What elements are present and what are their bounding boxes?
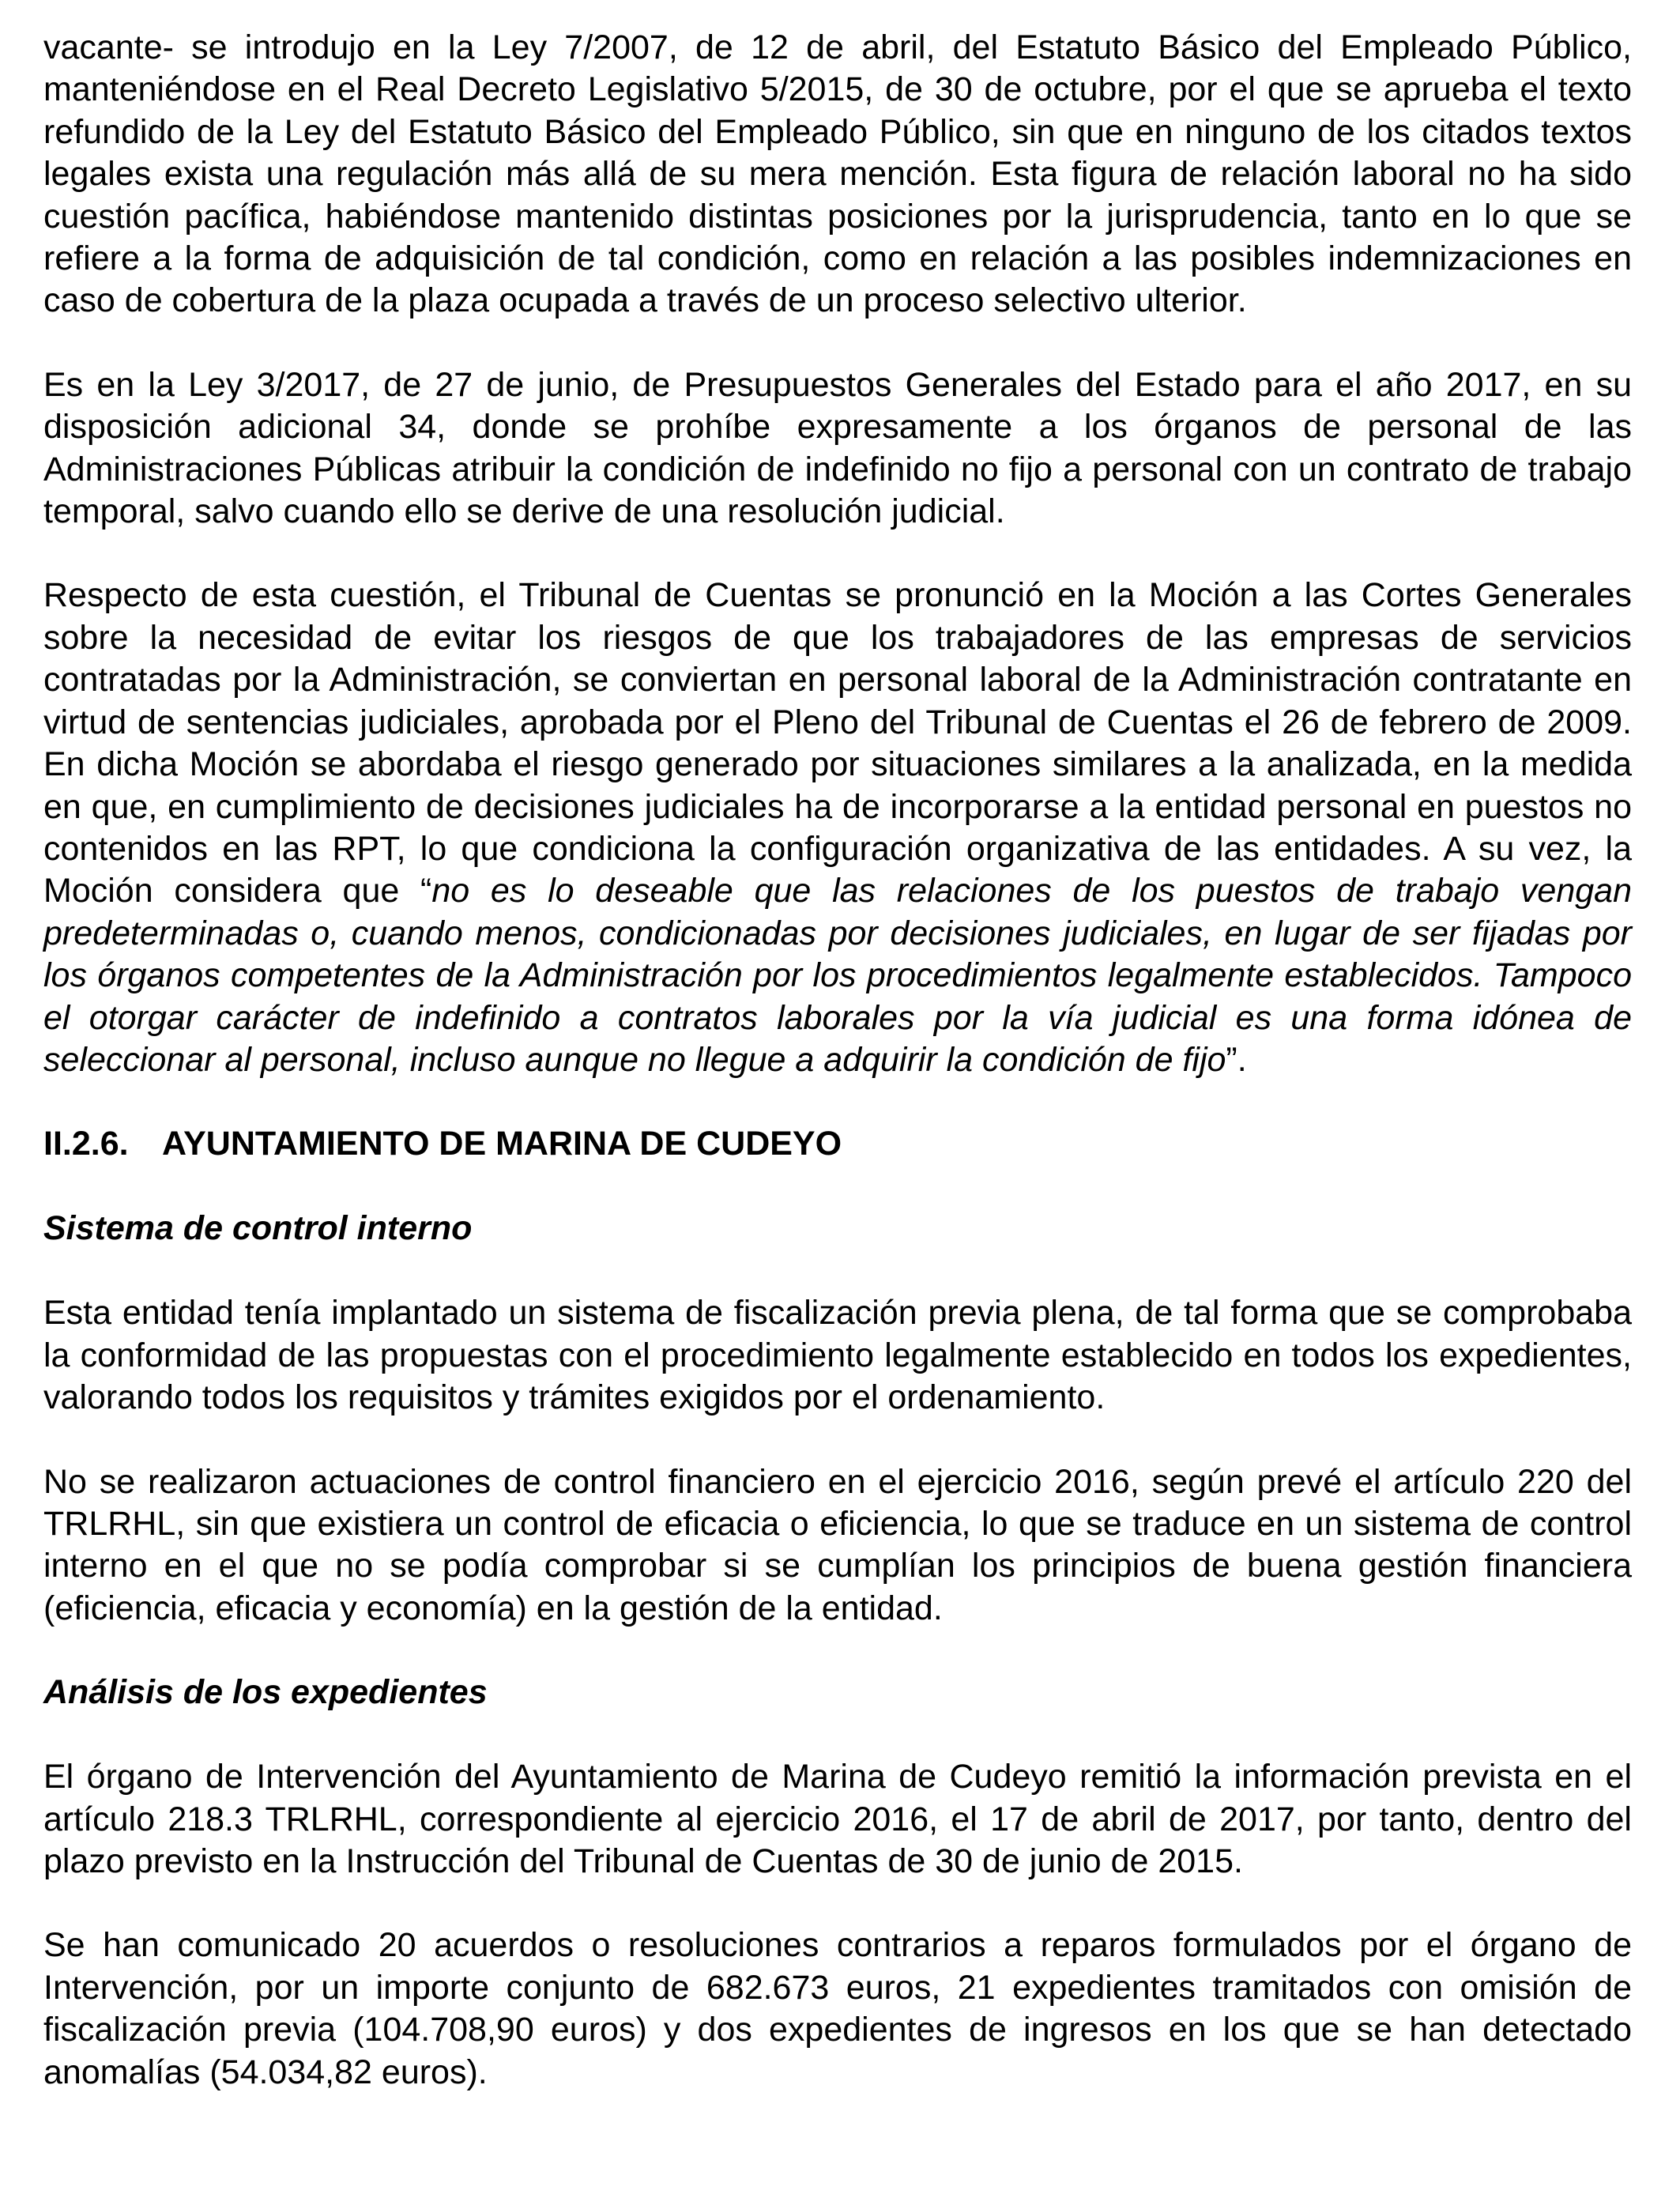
subheading-control-interno: Sistema de control interno [43,1209,473,1248]
section-number: II.2.6. [43,1125,129,1163]
mocion-text: Respecto de esta cuestión, el Tribunal de Cuentas se pronunció en la Moción a las Cortes Generales sobre la necesidad de evitar los riesgos de que los trabajadores de las empresas de servicios contratadas por la Administración, se conviertan en personal laboral de la Administración contratante en virtud de sentencias judiciales, aprobada por el Pleno del Tribunal de Cuentas el 26 de febrero de 2009. En dicha Moción se abordaba el riesgo generado por situaciones similares a la analizada, en la medida en que, en cumplimiento de decisiones judiciales ha de incorporarse a la entidad personal en puestos no contenidos en las RPT, lo que condiciona la configuración organizativa de las entidades. A su vez, la Moción considera que “ [43,576,1632,910]
section-title: AYUNTAMIENTO DE MARINA DE CUDEYO [162,1125,842,1163]
paragraph-mocion-tribunal [43,575,1632,1081]
paragraph-control-financiero: No se realizaron actuaciones de control financiero en el ejercicio 2016, según prevé el artículo 220 del TRLRHL, sin que existiera un control de eficacia o eficiencia, lo que se traduce en un sistema de control interno en el que no se podía comprobar si se cumplían los principios de buena gestión financiera (eficiencia, eficacia y economía) en la gestión de la entidad. [43,1462,1632,1627]
subheading-analisis-expedientes: Análisis de los expedientes [43,1673,488,1712]
paragraph-organo-intervencion: El órgano de Intervención del Ayuntamiento de Marina de Cudeyo remitió la información prevista en el artículo 218.3 TRLRHL, correspondiente al ejercicio 2016, el 17 de abril de 2017, por tanto, dentro del plazo previsto en la Instrucción del Tribunal de Cuentas de 30 de junio de 2015. [43,1758,1632,1880]
mocion-close: ”. [1226,1040,1247,1079]
document-page [43,27,1632,2136]
paragraph-indefinido-no-fijo: vacante- se introdujo en la Ley 7/2007, de 12 de abril, del Estatuto Básico del Empleado Público, manteniéndose en el Real Decreto Legislativo 5/2015, de 30 de octubre, por el que se aprueba el texto refundido de la Ley del Estatuto Básico del Empleado Público, sin que en ninguno de los citados textos legales exista una regulación más allá de su mera mención. Esta figura de relación laboral no ha sido cuestión pacífica, habiéndose mantenido distintas posiciones por la jurisprudencia, tanto en lo que se refiere a la forma de adquisición de tal condición, como en relación a las posibles indemnizaciones en caso de cobertura de la plaza ocupada a través de un proceso selectivo ulterior. [43,28,1632,320]
paragraph-fiscalizacion-previa: Esta entidad tenía implantado un sistema de fiscalización previa plena, de tal forma que se comprobaba la conformidad de las propuestas con el procedimiento legalmente establecido en todos los expedientes, valorando todos los requisitos y trámites exigidos por el ordenamiento. [43,1294,1632,1417]
paragraph-ley-presupuestos: Es en la Ley 3/2017, de 27 de junio, de Presupuestos Generales del Estado para el año 2017, en su disposición adicional 34, donde se prohíbe expresamente a los órganos de personal de las Administraciones Públicas atribuir la condición de indefinido no fijo a personal con un contrato de trabajo temporal, salvo cuando ello se derive de una resolución judicial. [43,365,1632,531]
section-heading [43,1123,1632,1165]
paragraph-acuerdos-reparos: Se han comunicado 20 acuerdos o resoluciones contrarios a reparos formulados por el órgano de Intervención, por un importe conjunto de 682.673 euros, 21 expedientes tramitados con omisión de fiscalización previa (104.708,90 euros) y dos expedientes de ingresos en los que se han detectado anomalías (54.034,82 euros). [43,1926,1632,2091]
mocion-quote: no es lo deseable que las relaciones de los puestos de trabajo vengan predeterminadas o, cuando menos, condicionadas por decisiones judiciales, en lugar de ser fijadas por los órganos competentes de la Administración por los procedimientos legalmente establecidos. Tampoco el otorgar carácter de indefinido a contratos laborales por la vía judicial es una forma idónea de seleccionar al personal, incluso aunque no llegue a adquirir la condición de fijo [43,872,1633,1079]
